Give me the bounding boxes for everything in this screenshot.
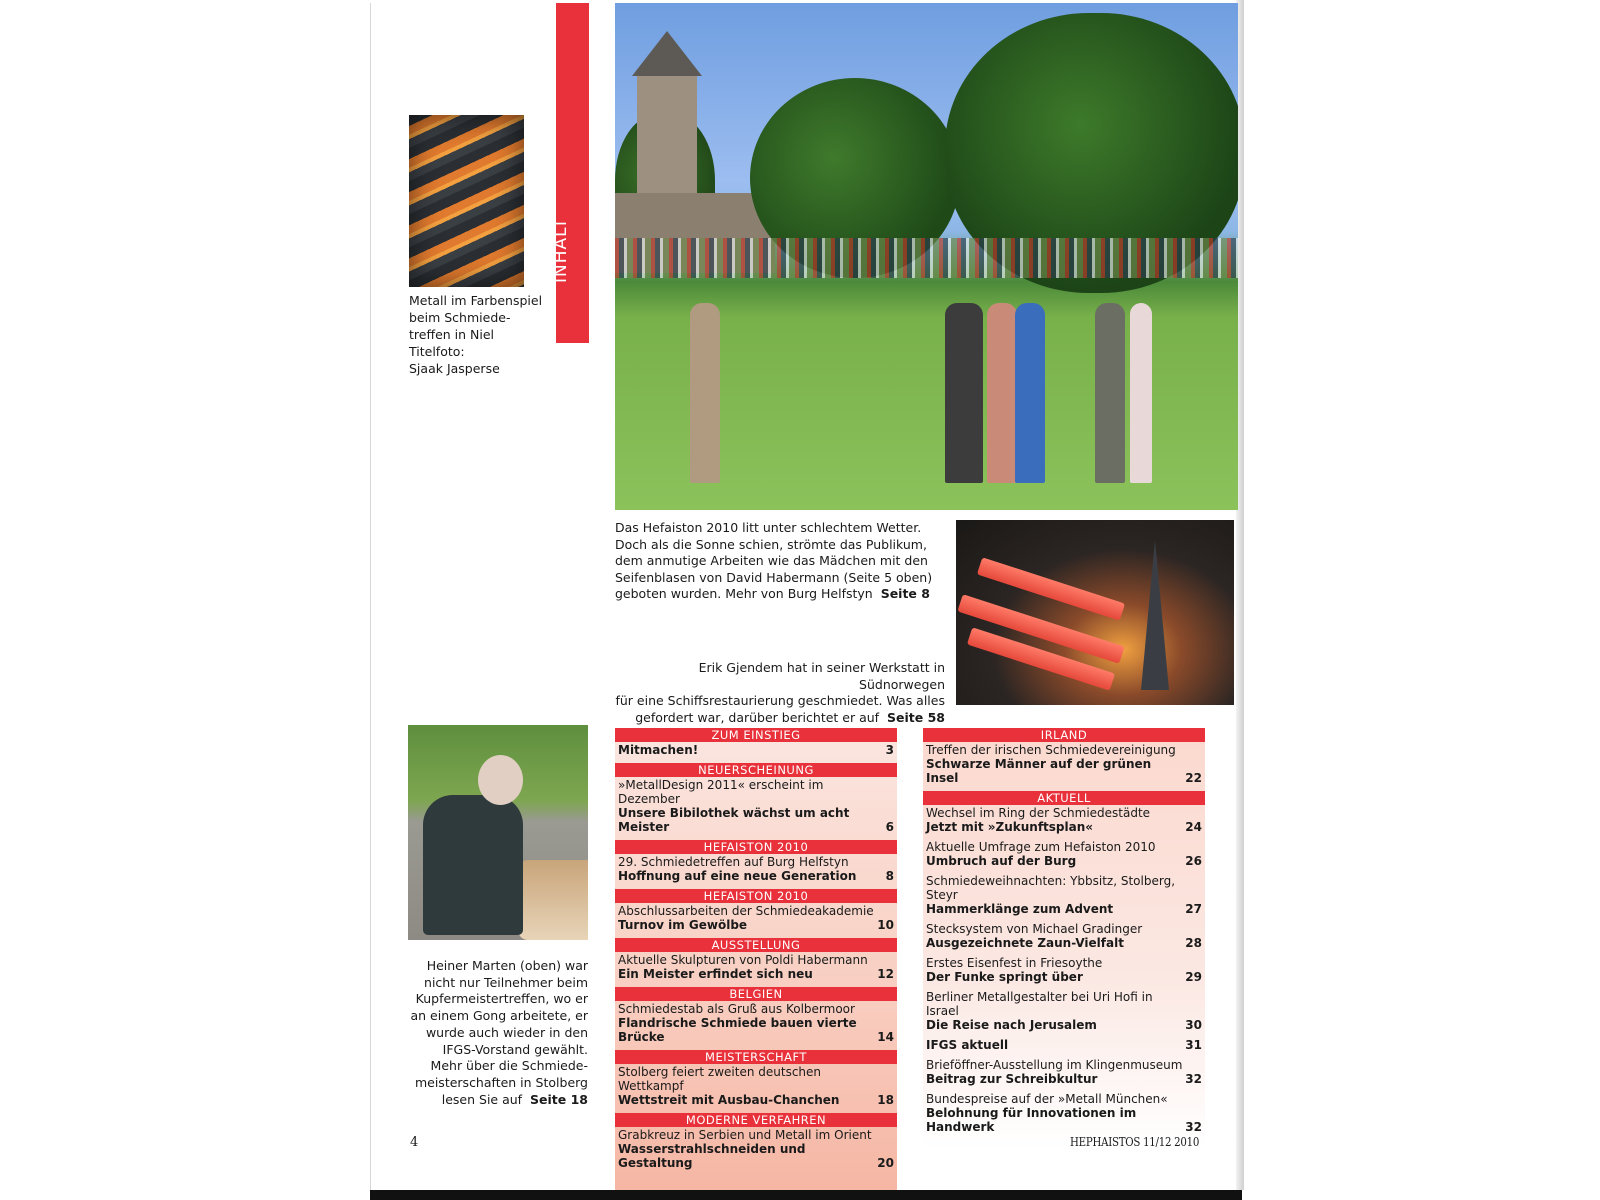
toc-section-header: HEFAISTON 2010: [615, 889, 897, 903]
toc-section: [615, 938, 897, 981]
toc-entry[interactable]: [923, 955, 1205, 984]
toc-entry-page: 26: [1185, 854, 1202, 868]
toc-entry-title: IFGS aktuell: [926, 1038, 1009, 1052]
toc-entry-page: 14: [877, 1030, 894, 1044]
toc-entry-page: 6: [885, 820, 894, 834]
toc-entry-page: 27: [1185, 902, 1202, 916]
toc-entry-subtitle: Aktuelle Skulpturen von Poldi Habermann: [618, 953, 868, 967]
toc-entry-subtitle: Stecksystem von Michael Gradinger: [926, 922, 1143, 936]
caption-smith-photo: Heiner Marten (oben) war nicht nur Teilnehmer beim Kupfermeistertreffen, wo er an einem Gong arbeitete, er wurde auch wieder in den IFGS-Vorstand gewählt. Mehr über die Schmiede- meisterschaften in Stolberg lesen Sie auf Seite 18: [410, 958, 588, 1107]
toc-entry-subtitle: Schmiedestab als Gruß aus Kolbermoor: [618, 1002, 855, 1016]
toc-entry-subtitle: Brieföffner-Ausstellung im Klingenmuseum: [926, 1058, 1183, 1072]
red-hot-iron-anvil-image: [956, 520, 1234, 705]
toc-section-header: BELGIEN: [615, 987, 897, 1001]
toc-section-header: AKTUELL: [923, 791, 1205, 805]
toc-entry[interactable]: [615, 777, 897, 834]
toc-entry-title: Die Reise nach Jerusalem: [926, 1018, 1097, 1032]
toc-entry[interactable]: [923, 1037, 1205, 1052]
toc-entry[interactable]: [923, 1091, 1205, 1134]
toc-entry-title: Schwarze Männer auf der grünen Insel: [926, 757, 1152, 785]
toc-section-header: NEUERSCHEINUNG: [615, 763, 897, 777]
toc-entry-page: 20: [877, 1156, 894, 1170]
toc-entry-subtitle: Abschlussarbeiten der Schmiedeakademie: [618, 904, 874, 918]
page-ref: Seite 58: [887, 709, 945, 725]
caption-main-photo: Das Hefaiston 2010 litt unter schlechtem Wetter. Doch als die Sonne schien, strömte das Publikum, dem anmutige Arbeiten wie das Mädchen mit den Seifenblasen von David Habermann (Seite 5 oben) geboten wurden. Mehr von Burg Helfstyn Seite 8: [615, 520, 933, 601]
toc-entry[interactable]: [923, 921, 1205, 950]
toc-entry[interactable]: [615, 1001, 897, 1044]
toc-entry-page: 32: [1185, 1120, 1202, 1134]
toc-entry[interactable]: [923, 742, 1205, 785]
page-ref: Seite 8: [880, 586, 930, 601]
page-ref: Seite 18: [530, 1091, 588, 1107]
toc-entry-subtitle: Treffen der irischen Schmiedevereinigung: [926, 743, 1176, 757]
toc-entry-page: 10: [877, 918, 894, 932]
toc-entry-subtitle: Schmiedeweihnachten: Ybbsitz, Stolberg, Steyr: [926, 874, 1176, 902]
toc-entry-title: Der Funke springt über: [926, 970, 1083, 984]
page-number: 4: [410, 1135, 419, 1150]
toc-entry[interactable]: [615, 854, 897, 883]
man-hammering-copper-image: [408, 725, 588, 940]
toc-entry-page: 3: [885, 743, 894, 757]
toc-entry-page: 30: [1185, 1018, 1202, 1032]
toc-column-right: [923, 728, 1205, 1148]
toc-entry-title: Wasserstrahlschneiden und Gestaltung: [618, 1142, 806, 1170]
toc-entry-title: Beitrag zur Schreibkultur: [926, 1072, 1098, 1086]
toc-entry[interactable]: [923, 873, 1205, 916]
toc-entry-title: Unsere Bibilothek wächst um acht Meister: [618, 806, 850, 834]
toc-entry-subtitle: Grabkreuz in Serbien und Metall im Orient: [618, 1128, 872, 1142]
toc-entry-page: 22: [1185, 771, 1202, 785]
toc-entry-title: Ausgezeichnete Zaun-Vielfalt: [926, 936, 1124, 950]
toc-entry-subtitle: Erstes Eisenfest in Friesoythe: [926, 956, 1103, 970]
toc-entry-page: 24: [1185, 820, 1202, 834]
toc-entry-title: Umbruch auf der Burg: [926, 854, 1077, 868]
toc-entry-subtitle: Berliner Metallgestalter bei Uri Hofi in Israel: [926, 990, 1153, 1018]
toc-entry-title: Turnov im Gewölbe: [618, 918, 748, 932]
toc-section-header: MEISTERSCHAFT: [615, 1050, 897, 1064]
toc-section: [615, 1050, 897, 1107]
toc-section-header: HEFAISTON 2010: [615, 840, 897, 854]
toc-entry-subtitle: Wechsel im Ring der Schmiedestädte: [926, 806, 1151, 820]
toc-entry-subtitle: Aktuelle Umfrage zum Hefaiston 2010: [926, 840, 1156, 854]
toc-entry[interactable]: [615, 742, 897, 757]
toc-section: [615, 987, 897, 1044]
toc-entry[interactable]: [923, 839, 1205, 868]
toc-entry-title: Flandrische Schmiede bauen vierte Brücke: [618, 1016, 857, 1044]
toc-entry-title: Ein Meister erfindet sich neu: [618, 967, 813, 981]
toc-entry-subtitle: Bundespreise auf der »Metall München«: [926, 1092, 1168, 1106]
toc-entry-page: 28: [1185, 936, 1202, 950]
toc-section: [615, 840, 897, 883]
caption-metal: Metall im Farbenspiel beim Schmiede- treffen in Niel Titelfoto: Sjaak Jasperse: [409, 293, 543, 376]
metal-art-forging-image: [409, 115, 524, 287]
section-label-bar: [550, 3, 589, 343]
toc-entry-subtitle: 29. Schmiedetreffen auf Burg Helfstyn: [618, 855, 849, 869]
toc-section: [615, 889, 897, 932]
toc-entry-page: 8: [885, 869, 894, 883]
section-label: INHALT: [550, 217, 571, 283]
toc-entry-title: Hoffnung auf eine neue Generation: [618, 869, 857, 883]
toc-entry[interactable]: [923, 989, 1205, 1032]
toc-entry[interactable]: [615, 952, 897, 981]
toc-entry-title: Jetzt mit »Zukunftsplan«: [926, 820, 1094, 834]
toc-section-header: MODERNE VERFAHREN: [615, 1113, 897, 1127]
toc-section-header: ZUM EINSTIEG: [615, 728, 897, 742]
toc-entry[interactable]: [923, 1057, 1205, 1086]
toc-entry[interactable]: [615, 903, 897, 932]
publication-footer: HEPHAISTOS 11/12 2010: [1070, 1135, 1200, 1149]
toc-entry[interactable]: [923, 805, 1205, 834]
castle-festival-crowd-image: [615, 3, 1238, 510]
toc-entry-page: 31: [1185, 1038, 1202, 1052]
toc-entry-page: 18: [877, 1093, 894, 1107]
toc-entry[interactable]: [615, 1127, 897, 1170]
caption-forge-photo: Erik Gjendem hat in seiner Werkstatt in Südnorwegen für eine Schiffsrestaurierung geschmiedet. Was alles gefordert war, darüber berichtet er auf Seite 58: [615, 660, 945, 725]
toc-section: [615, 763, 897, 834]
scan-bottom-edge: [370, 1190, 1242, 1200]
toc-entry-page: 29: [1185, 970, 1202, 984]
toc-section-header: AUSSTELLUNG: [615, 938, 897, 952]
toc-section: [615, 728, 897, 757]
toc-section-header: IRLAND: [923, 728, 1205, 742]
toc-section: [923, 791, 1205, 1134]
toc-entry-subtitle: Stolberg feiert zweiten deutschen Wettkampf: [618, 1065, 822, 1093]
toc-entry-title: Hammerklänge zum Advent: [926, 902, 1114, 916]
toc-section: [923, 728, 1205, 785]
toc-entry-page: 12: [877, 967, 894, 981]
toc-entry-subtitle: »MetallDesign 2011« erscheint im Dezember: [618, 778, 824, 806]
toc-column-left: [615, 728, 897, 1190]
toc-entry[interactable]: [615, 1064, 897, 1107]
toc-section: [615, 1113, 897, 1170]
toc-entry-page: 32: [1185, 1072, 1202, 1086]
toc-entry-title: Mitmachen!: [618, 743, 699, 757]
toc-entry-title: Wettstreit mit Ausbau-Chanchen: [618, 1093, 840, 1107]
toc-entry-title: Belohnung für Innovationen im Handwerk: [926, 1106, 1137, 1134]
